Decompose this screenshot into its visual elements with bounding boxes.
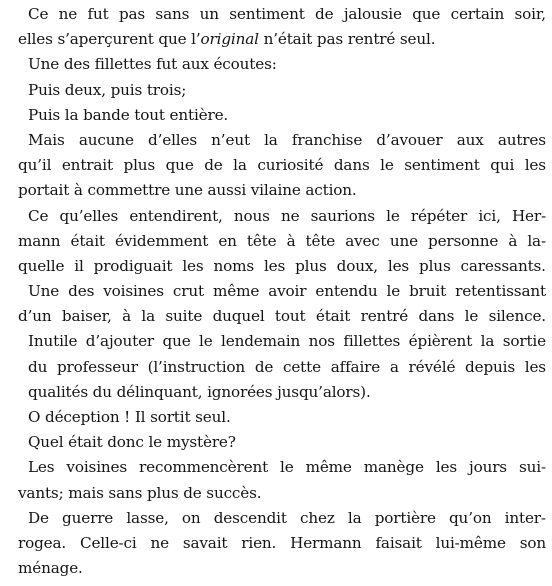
word: entière.: [169, 105, 229, 124]
word: plus: [123, 156, 156, 175]
word: O: [28, 408, 41, 426]
word: que: [158, 30, 187, 49]
word: aux: [456, 130, 484, 149]
text-line-5: [18, 103, 546, 128]
word: ne: [280, 206, 300, 225]
word: sortit: [150, 408, 191, 426]
word: lui-même: [435, 533, 506, 552]
word: Inutile: [28, 332, 78, 351]
text-line-11: [18, 254, 546, 279]
word: tout: [134, 105, 165, 124]
word: franchise: [291, 130, 363, 149]
word: d’avouer: [376, 130, 443, 149]
word: De: [28, 508, 49, 527]
word: révélé: [408, 357, 456, 376]
word: les: [435, 458, 458, 477]
word: Puis: [28, 105, 61, 124]
word: rogea.: [18, 533, 67, 552]
word: plus: [419, 256, 451, 275]
word: vants;: [18, 483, 64, 502]
word: la: [480, 332, 495, 351]
word: en: [218, 231, 237, 250]
word: entendirent,: [129, 206, 223, 225]
word: le: [386, 282, 401, 301]
word: mystère?: [166, 433, 236, 452]
word: seul.: [195, 408, 231, 426]
word: le: [464, 307, 479, 326]
word: depuis: [465, 357, 515, 376]
word: mais: [68, 483, 104, 502]
word: dans: [333, 156, 370, 175]
word: Une: [28, 55, 60, 74]
word: aussi: [207, 181, 247, 200]
text-line-13: [18, 304, 546, 329]
word: du: [92, 382, 112, 401]
word: manège: [363, 458, 424, 477]
word: rentré: [347, 30, 396, 49]
word: rentré: [360, 307, 409, 326]
word: déception: [45, 408, 120, 426]
word: ne: [58, 5, 78, 23]
word: à: [508, 231, 518, 250]
word: à: [286, 231, 296, 250]
text-line-6: [18, 128, 546, 153]
word: une: [174, 181, 203, 200]
word: qu’on: [448, 508, 492, 527]
word: doux,: [336, 256, 378, 275]
word: la: [64, 105, 79, 124]
word: qu’elles: [59, 206, 119, 225]
word: silence.: [488, 307, 546, 326]
text-line-2: [18, 27, 546, 52]
word: noms: [213, 256, 254, 275]
word: soir,: [514, 5, 546, 23]
word: Ce: [28, 206, 49, 225]
word: le: [199, 332, 213, 351]
word: entrait: [61, 156, 113, 175]
word: inter-: [504, 508, 546, 527]
word: Hermann: [290, 533, 362, 552]
word: bruit: [409, 282, 447, 301]
word: le: [148, 433, 163, 452]
word: pas: [118, 5, 146, 23]
word: (l’instruction: [147, 357, 246, 376]
word: sans: [108, 483, 143, 502]
word: même: [212, 282, 260, 301]
word: action.: [305, 181, 357, 200]
word: chez: [300, 508, 335, 527]
word: aux: [181, 55, 209, 74]
word: quelle: [18, 256, 65, 275]
text-line-16: [18, 380, 546, 405]
text-line-15: [18, 355, 546, 380]
word: puis: [110, 80, 143, 99]
word: de: [254, 357, 274, 376]
word: Puis: [28, 80, 61, 99]
word: guerre: [62, 508, 114, 527]
word: s’aperçurent: [57, 30, 154, 49]
word: nous: [233, 206, 270, 225]
word: plus: [295, 256, 327, 275]
word: elles: [18, 30, 53, 49]
word: le: [380, 156, 394, 175]
word: Une: [28, 282, 60, 301]
word: à: [73, 181, 83, 200]
word: n’était: [263, 30, 313, 49]
word: sortie: [502, 332, 546, 351]
word: lendemain: [221, 332, 301, 351]
word: bande: [83, 105, 130, 124]
word: ici,: [478, 206, 501, 225]
word: portière: [374, 508, 436, 527]
word: savait: [182, 533, 228, 552]
word: tête: [246, 231, 277, 250]
word: nos: [308, 332, 335, 351]
word: les: [387, 256, 410, 275]
word: les: [182, 256, 204, 275]
word: sui-: [518, 458, 546, 477]
word: d’elles: [148, 130, 197, 149]
word: épièrent: [408, 332, 473, 351]
word: de: [204, 156, 223, 175]
word: deux,: [64, 80, 106, 99]
word: descendit: [213, 508, 287, 527]
word: Les: [28, 458, 55, 477]
word: que: [412, 5, 441, 23]
word: que: [165, 156, 194, 175]
word: était: [68, 433, 103, 452]
word: avec: [345, 231, 380, 250]
word: Celle-ci: [79, 533, 137, 552]
word: pas: [316, 30, 344, 49]
word: d’ajouter: [85, 332, 155, 351]
word: Quel: [28, 433, 64, 452]
word: mann: [18, 231, 61, 250]
word: que: [162, 332, 191, 351]
word: ignorées: [207, 382, 273, 401]
text-line-22: [18, 531, 546, 556]
word: la: [264, 130, 278, 149]
word: la-: [527, 231, 546, 250]
word: Mais: [28, 130, 65, 149]
word: crut: [172, 282, 204, 301]
word: professeur: [56, 357, 138, 376]
word: recommencèrent: [139, 458, 269, 477]
word: Ce: [28, 5, 49, 23]
word: sentiment: [229, 5, 305, 23]
word: certain: [450, 5, 505, 23]
word: les: [263, 256, 286, 275]
word: affaire: [330, 357, 381, 376]
word: même: [305, 458, 352, 477]
word: les: [524, 156, 546, 175]
word: répéter: [410, 206, 468, 225]
word: l’original: [191, 30, 259, 49]
word: délinquant,: [116, 382, 203, 401]
word: a: [389, 357, 399, 376]
word: la: [347, 508, 362, 527]
word: trois;: [146, 80, 187, 99]
word: donc: [107, 433, 144, 452]
word: jours: [469, 458, 507, 477]
word: sentiment: [404, 156, 480, 175]
word: tout: [274, 307, 306, 326]
text-line-21: [18, 506, 546, 531]
text-line-12: [18, 279, 546, 304]
word: à: [122, 307, 131, 326]
text-line-7: [18, 153, 546, 178]
word: plus: [146, 483, 179, 502]
text-line-18: [18, 430, 546, 455]
word: cette: [282, 357, 321, 376]
text-line-9: [18, 204, 546, 229]
word: faisait: [375, 533, 422, 552]
word: sans: [155, 5, 190, 23]
word: jusqu’alors).: [277, 382, 371, 401]
word: évidemment: [114, 231, 209, 250]
word: vilaine: [250, 181, 301, 200]
word: fillettes: [343, 332, 401, 351]
word: curiosité: [257, 156, 324, 175]
word: la: [141, 307, 156, 326]
word: fut: [156, 55, 178, 74]
word: la: [233, 156, 247, 175]
word: un: [199, 5, 219, 23]
word: on: [181, 508, 201, 527]
word: le: [386, 206, 400, 225]
text-line-19: [18, 455, 546, 480]
word: écoutes:: [213, 55, 277, 74]
word: prodiguait: [93, 256, 173, 275]
word: avoir: [268, 282, 307, 301]
word: n’eut: [211, 130, 250, 149]
word: des: [68, 282, 95, 301]
word: du: [28, 357, 48, 376]
word: entendu: [315, 282, 378, 301]
word: ménage.: [18, 559, 83, 578]
word: qualités: [28, 382, 88, 401]
word: ne: [150, 533, 169, 552]
word: des: [63, 55, 90, 74]
word: jalousie: [343, 5, 402, 23]
text-line-3: [18, 52, 546, 77]
word: baiser,: [61, 307, 112, 326]
word: il: [74, 256, 84, 275]
word: les: [524, 357, 546, 376]
word: seul.: [399, 30, 436, 49]
word: de: [183, 483, 202, 502]
word: caressants.: [460, 256, 546, 275]
word: saurions: [310, 206, 375, 225]
word: commettre: [87, 181, 171, 200]
word: d’un: [18, 307, 52, 326]
word: fut: [87, 5, 109, 23]
text-line-10: [18, 229, 546, 254]
text-line-4: [18, 78, 546, 103]
word: une: [389, 231, 418, 250]
word: était: [315, 307, 351, 326]
word: portait: [18, 181, 70, 200]
word: de: [315, 5, 334, 23]
word: qu’il: [18, 156, 52, 175]
word: voisines: [103, 282, 164, 301]
word: qui: [490, 156, 515, 175]
word: son: [519, 533, 546, 552]
text-line-1: [18, 2, 546, 27]
word: Her-: [511, 206, 546, 225]
word: lasse,: [126, 508, 169, 527]
word: rien.: [241, 533, 277, 552]
word: dans: [418, 307, 455, 326]
word: duquel: [212, 307, 265, 326]
word: tête: [305, 231, 336, 250]
word: le: [280, 458, 294, 477]
text-line-14: [18, 329, 546, 354]
word: autres: [497, 130, 546, 149]
word: suite: [165, 307, 203, 326]
word: Il: [134, 408, 146, 426]
word: aucune: [78, 130, 134, 149]
word: !: [124, 408, 131, 426]
word: personne: [428, 231, 499, 250]
text-line-20: [18, 481, 546, 506]
word: était: [70, 231, 105, 250]
word: succès.: [206, 483, 262, 502]
word: voisines: [66, 458, 128, 477]
word: fillettes: [94, 55, 152, 74]
text-line-17: [18, 405, 546, 430]
text-line-23: [18, 556, 546, 581]
word: retentissant: [455, 282, 546, 301]
text-line-8: [18, 178, 546, 203]
